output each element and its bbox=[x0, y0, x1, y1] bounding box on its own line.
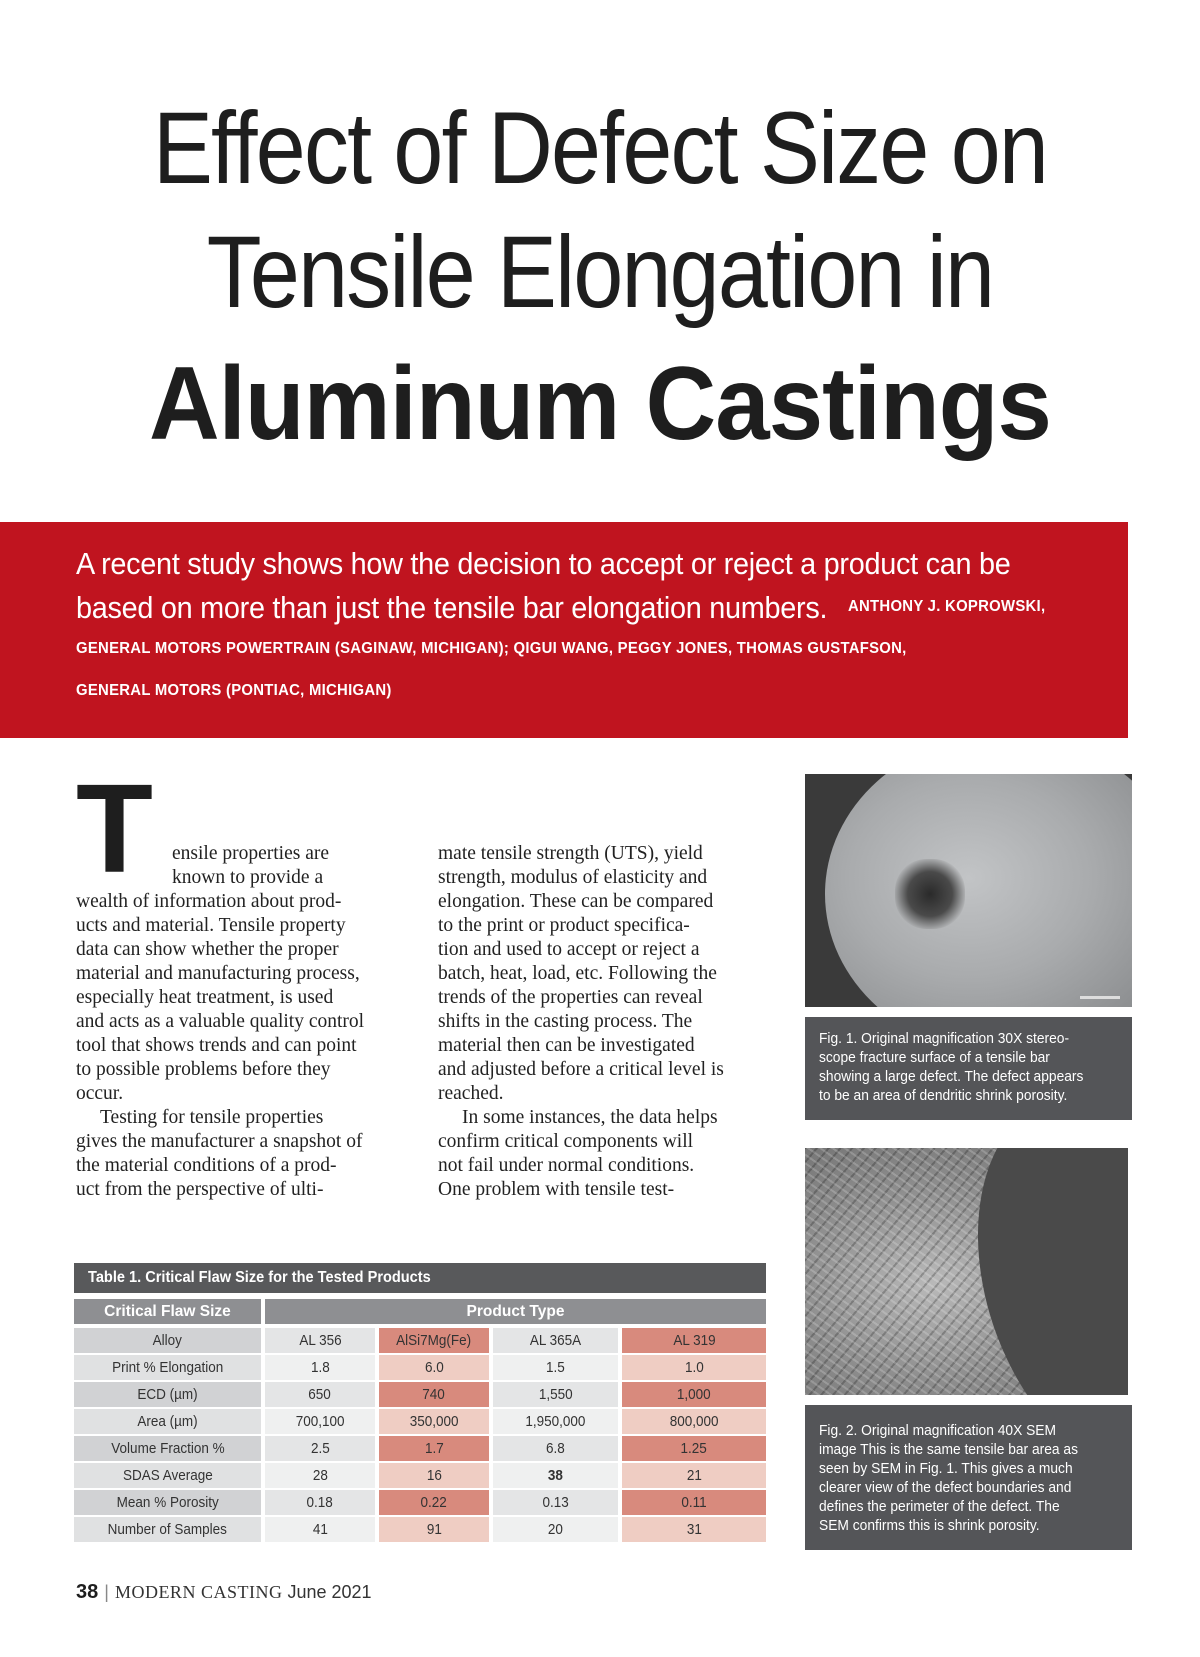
table-cell bbox=[493, 1328, 618, 1353]
body-line: reached. bbox=[438, 1083, 504, 1104]
table-cell bbox=[493, 1382, 618, 1407]
scale-bar bbox=[1080, 996, 1120, 999]
table-cell bbox=[379, 1436, 489, 1461]
table-cell-text: 41 bbox=[312, 1521, 328, 1538]
body-line: material then can be investigated bbox=[438, 1035, 695, 1056]
body-line: mate tensile strength (UTS), yield bbox=[438, 843, 703, 864]
table-cell-text: 1.7 bbox=[424, 1440, 444, 1457]
table-cell bbox=[379, 1382, 489, 1407]
table-cell-text: 20 bbox=[547, 1521, 564, 1538]
table-row-label bbox=[74, 1328, 261, 1353]
body-line: not fail under normal conditions. bbox=[438, 1155, 695, 1176]
table-cell-text: Volume Fraction % bbox=[110, 1440, 225, 1457]
table-cell bbox=[265, 1409, 375, 1434]
table-cell bbox=[622, 1490, 766, 1515]
body-line: One problem with tensile test- bbox=[438, 1179, 675, 1200]
table-cell-text: 38 bbox=[547, 1467, 564, 1484]
caption-line: Fig. 1. Original magnification 30X stereo- bbox=[819, 1030, 1070, 1047]
table-cell-text: Area (µm) bbox=[137, 1413, 198, 1430]
table-cell bbox=[622, 1409, 766, 1434]
table-cell bbox=[265, 1463, 375, 1488]
title-line-3: Aluminum Castings bbox=[149, 346, 1051, 462]
table-row-label bbox=[74, 1463, 261, 1488]
caption-line: showing a large defect. The defect appears bbox=[819, 1068, 1084, 1085]
table-cell-text: 1,000 bbox=[677, 1386, 711, 1403]
table-cell bbox=[622, 1382, 766, 1407]
table-cell-text: 1.8 bbox=[310, 1359, 330, 1376]
table-cell-text: 800,000 bbox=[669, 1413, 719, 1430]
body-line: Testing for tensile properties bbox=[100, 1107, 324, 1128]
fig2-caption bbox=[805, 1405, 1132, 1550]
body-line: tion and used to accept or reject a bbox=[438, 939, 700, 960]
table-cell-text: 28 bbox=[312, 1467, 328, 1484]
body-line: and acts as a valuable quality control bbox=[76, 1011, 365, 1032]
table-cell bbox=[493, 1463, 618, 1488]
table-cell-text: 6.0 bbox=[424, 1359, 444, 1376]
defect-area bbox=[895, 859, 965, 929]
table-row-label bbox=[74, 1355, 261, 1380]
body-line: batch, heat, load, etc. Following the bbox=[438, 963, 717, 984]
body-line: occur. bbox=[76, 1083, 124, 1104]
table-cell bbox=[622, 1436, 766, 1461]
table-cell-text: 21 bbox=[686, 1467, 702, 1484]
table-cell bbox=[493, 1436, 618, 1461]
fig2-sem-photo bbox=[805, 1148, 1128, 1395]
fig1-fracture-photo bbox=[805, 774, 1132, 1007]
table-cell-text: 740 bbox=[422, 1386, 446, 1403]
table-cell-text: Mean % Porosity bbox=[116, 1494, 219, 1511]
table-cell bbox=[265, 1436, 375, 1461]
caption-line: clearer view of the defect boundaries and bbox=[819, 1479, 1072, 1496]
table-cell-text: Print % Elongation bbox=[111, 1359, 224, 1376]
authors-line-2: GENERAL MOTORS POWERTRAIN (SAGINAW, MICHIGAN); QIGUI WANG, PEGGY JONES, THOMAS GUSTAFSON, bbox=[76, 640, 907, 657]
table-cell bbox=[493, 1517, 618, 1542]
table-cell bbox=[493, 1409, 618, 1434]
body-line: In some instances, the data helps bbox=[462, 1107, 718, 1128]
table-cell bbox=[493, 1355, 618, 1380]
body-line: shifts in the casting process. The bbox=[438, 1011, 693, 1032]
caption-line: seen by SEM in Fig. 1. This gives a much bbox=[819, 1460, 1073, 1477]
article-column-1 bbox=[76, 770, 408, 1202]
fracture-surface bbox=[825, 774, 1132, 1007]
article-column-2 bbox=[438, 842, 770, 1202]
table-row-label bbox=[74, 1382, 261, 1407]
body-line: tool that shows trends and can point bbox=[76, 1035, 357, 1056]
table-cell-text: Alloy bbox=[152, 1332, 183, 1349]
table-cell-text: SDAS Average bbox=[122, 1467, 213, 1484]
table-cell bbox=[379, 1355, 489, 1380]
table-cell bbox=[265, 1517, 375, 1542]
title-line-2: Tensile Elongation in bbox=[206, 215, 994, 329]
table-cell-text: 1.25 bbox=[680, 1440, 708, 1457]
authors-line-3: GENERAL MOTORS (PONTIAC, MICHIGAN) bbox=[76, 682, 392, 699]
issue-date: June 2021 bbox=[287, 1582, 372, 1602]
table-cell bbox=[622, 1517, 766, 1542]
table-cell-text: 2.5 bbox=[310, 1440, 330, 1457]
table-cell bbox=[622, 1355, 766, 1380]
table-cell bbox=[493, 1490, 618, 1515]
body-line: ensile properties are bbox=[172, 843, 330, 864]
page-number: 38 bbox=[76, 1581, 99, 1603]
table-cell-text: 0.13 bbox=[542, 1494, 569, 1511]
table-header-product-type: Product Type bbox=[265, 1299, 766, 1324]
body-line: data can show whether the proper bbox=[76, 939, 339, 960]
table-cell-text: 700,100 bbox=[295, 1413, 345, 1430]
caption-line: to be an area of dendritic shrink porosity. bbox=[819, 1087, 1068, 1104]
table-cell-text: 0.18 bbox=[306, 1494, 334, 1511]
caption-line: image This is the same tensile bar area as bbox=[819, 1441, 1079, 1458]
body-line: strength, modulus of elasticity and bbox=[438, 867, 708, 888]
table-cell-text: AL 365A bbox=[529, 1332, 582, 1349]
body-line: material and manufacturing process, bbox=[76, 963, 360, 984]
table-cell bbox=[265, 1490, 375, 1515]
table-cell bbox=[622, 1328, 766, 1353]
caption-line: SEM confirms this is shrink porosity. bbox=[819, 1517, 1040, 1534]
table-cell-text: 31 bbox=[686, 1521, 702, 1538]
table-cell-text: AL 319 bbox=[672, 1332, 716, 1349]
table-cell-text: 0.11 bbox=[681, 1494, 707, 1511]
body-line: to possible problems before they bbox=[76, 1059, 331, 1080]
table-row-label bbox=[74, 1436, 261, 1461]
footer-separator: | bbox=[104, 1582, 109, 1602]
body-line: confirm critical components will bbox=[438, 1131, 694, 1152]
table-cell-text: 1.0 bbox=[684, 1359, 704, 1376]
body-line: trends of the properties can reveal bbox=[438, 987, 703, 1008]
caption-line: Fig. 2. Original magnification 40X SEM bbox=[819, 1422, 1057, 1439]
table-cell-text: 16 bbox=[426, 1467, 442, 1484]
caption-line: defines the perimeter of the defect. The bbox=[819, 1498, 1060, 1515]
body-line: known to provide a bbox=[172, 867, 324, 888]
table-cell bbox=[379, 1490, 489, 1515]
page-footer bbox=[76, 1580, 372, 1604]
table-cell bbox=[265, 1355, 375, 1380]
body-line: the material conditions of a prod- bbox=[76, 1155, 337, 1176]
table-cell-text: AlSi7Mg(Fe) bbox=[396, 1332, 472, 1349]
deck-lead-line-2: based on more than just the tensile bar elongation numbers. bbox=[76, 590, 828, 625]
body-line: to the print or product specifica- bbox=[438, 915, 690, 936]
table-cell bbox=[379, 1328, 489, 1353]
table-cell-text: AL 356 bbox=[298, 1332, 342, 1349]
table-cell bbox=[379, 1409, 489, 1434]
table-cell-text: 1,550 bbox=[538, 1386, 573, 1403]
fig1-caption bbox=[805, 1017, 1132, 1120]
table-header-critical-flaw-size: Critical Flaw Size bbox=[74, 1299, 261, 1324]
table-cell-text: 91 bbox=[426, 1521, 442, 1538]
table-row-label bbox=[74, 1490, 261, 1515]
table-cell-text: 350,000 bbox=[409, 1413, 459, 1430]
caption-line: scope fracture surface of a tensile bar bbox=[819, 1049, 1050, 1066]
table-cell bbox=[622, 1463, 766, 1488]
table-cell-text: 1,950,000 bbox=[525, 1413, 586, 1430]
body-line: uct from the perspective of ulti- bbox=[76, 1179, 324, 1200]
table-cell-text: 650 bbox=[308, 1386, 332, 1403]
table-cell bbox=[379, 1517, 489, 1542]
body-line: gives the manufacturer a snapshot of bbox=[76, 1131, 363, 1152]
drop-cap: T bbox=[76, 758, 153, 899]
table-cell bbox=[265, 1328, 375, 1353]
table-cell-text: ECD (µm) bbox=[137, 1386, 198, 1403]
table-cell-text: 0.22 bbox=[420, 1494, 448, 1511]
body-line: ucts and material. Tensile property bbox=[76, 915, 346, 936]
table-row-label bbox=[74, 1409, 261, 1434]
magazine-name: MODERN CASTING bbox=[114, 1582, 283, 1602]
table-row-label bbox=[74, 1517, 261, 1542]
body-line: elongation. These can be compared bbox=[438, 891, 714, 912]
table-cell-text: Number of Samples bbox=[107, 1521, 228, 1538]
body-line: and adjusted before a critical level is bbox=[438, 1059, 724, 1080]
table-cell bbox=[265, 1382, 375, 1407]
authors-line-1: ANTHONY J. KOPROWSKI, bbox=[848, 598, 1046, 615]
body-line: wealth of information about prod- bbox=[76, 891, 342, 912]
table-title-text: Table 1. Critical Flaw Size for the Tested Products bbox=[88, 1269, 431, 1286]
table-cell-text: 1.5 bbox=[546, 1359, 565, 1376]
deck-lead-line-1: A recent study shows how the decision to accept or reject a product can be bbox=[76, 546, 1011, 581]
table-cell-text: 6.8 bbox=[546, 1440, 565, 1457]
body-line: especially heat treatment, is used bbox=[76, 987, 334, 1008]
deck-banner bbox=[0, 522, 1128, 738]
title-line-1: Effect of Defect Size on bbox=[152, 91, 1048, 205]
table-cell bbox=[379, 1463, 489, 1488]
table-title bbox=[74, 1263, 766, 1293]
